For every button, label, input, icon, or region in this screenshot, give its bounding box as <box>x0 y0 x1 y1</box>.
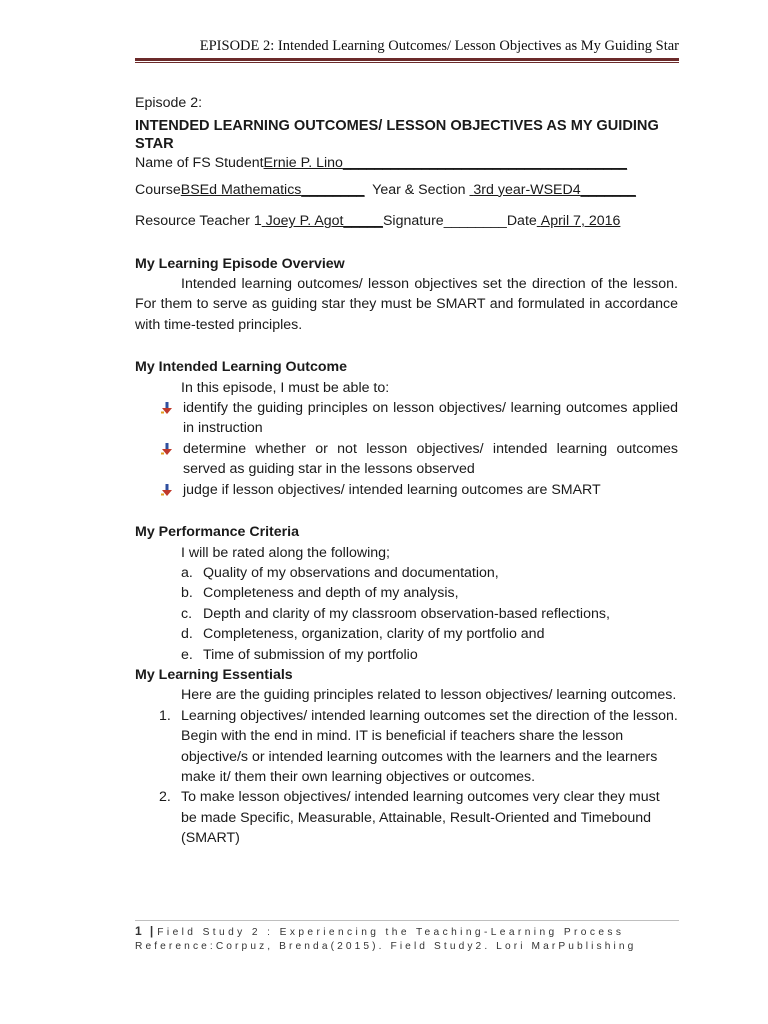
footer-rule <box>135 920 679 921</box>
section-label: Year & Section <box>372 181 470 198</box>
teacher-text: Joey P. Agot <box>265 213 344 230</box>
section-value <box>469 182 635 198</box>
outcome-item-2: determine whether or not lesson objectives/ intended learning outcomes served as guiding star in the lessons observed <box>183 440 678 478</box>
running-header: EPISODE 2: Intended Learning Outcomes/ Lesson Objectives as My Guiding Star <box>199 38 679 54</box>
date-text: April 7, 2016 <box>540 213 621 230</box>
criteria-marker: e. <box>181 646 193 663</box>
list-item <box>183 439 678 480</box>
student-name-blank: ____________________________________ <box>342 155 628 172</box>
student-name-value <box>264 155 627 171</box>
course-blank: ________ <box>301 181 365 198</box>
arrow-bullet-icon <box>161 402 173 414</box>
student-name-text: Ernie P. Lino <box>263 155 343 172</box>
signature-blank: ________ <box>443 213 507 230</box>
criteria-list <box>135 563 678 665</box>
date-label: Date <box>506 213 537 230</box>
signature-label: Signature <box>382 213 444 230</box>
section-text: 3rd year-WSED4 <box>473 181 581 198</box>
criteria-text: Time of submission of my portfolio <box>203 646 418 663</box>
list-item <box>181 583 678 603</box>
list-item <box>181 563 678 583</box>
list-item <box>181 645 678 665</box>
criteria-text: Completeness, organization, clarity of my portfolio and <box>203 626 545 643</box>
overview-text: Intended learning outcomes/ lesson objectives set the direction of the lesson. For them to serve as guiding star they must be SMART and formulated in accordance with time-tested principles. <box>135 276 678 333</box>
teacher-line <box>135 211 678 231</box>
footer-course-text: Field Study 2 : Experiencing the Teaching-Learning Process <box>157 927 625 938</box>
essentials-text: To make lesson objectives/ intended learning outcomes very clear they must be made Specific, Measurable, Attainable, Result-Oriented and Timebound (SMART) <box>181 789 660 847</box>
course-line <box>135 180 678 200</box>
header-rule-thick <box>135 58 679 61</box>
teacher-blank: _____ <box>343 213 383 230</box>
essentials-text: Learning objectives/ intended learning outcomes set the direction of the lesson. Begin with the end in mind. IT is beneficial if teachers share the lesson objective/s or intended learning outcomes with the learners and the learners make it/ them their own learning objectives or outcomes. <box>181 707 678 785</box>
list-item <box>183 480 678 500</box>
criteria-heading: My Performance Criteria <box>135 524 300 541</box>
criteria-marker: a. <box>181 564 193 581</box>
student-name-line <box>135 153 678 173</box>
overview-heading: My Learning Episode Overview <box>135 255 345 272</box>
document-body <box>135 93 678 849</box>
outcome-item-1: identify the guiding principles on lesson objectives/ learning outcomes applied in instruction <box>183 400 678 437</box>
essentials-intro-wrap <box>135 685 678 705</box>
teacher-label: Resource Teacher 1 <box>135 213 262 230</box>
criteria-text: Quality of my observations and documentation, <box>203 564 499 581</box>
teacher-value <box>262 213 383 229</box>
criteria-text: Depth and clarity of my classroom observation-based reflections, <box>203 605 610 622</box>
criteria-marker: b. <box>181 585 193 602</box>
outcome-list <box>135 398 678 500</box>
list-item <box>183 398 678 439</box>
footer-course-line <box>135 924 695 938</box>
page-number: 1 <box>135 924 142 938</box>
student-name-label: Name of FS Student <box>135 155 264 172</box>
document-title: INTENDED LEARNING OUTCOMES/ LESSON OBJECTIVES AS MY GUIDING STAR <box>135 118 659 153</box>
list-item <box>181 624 678 644</box>
essentials-marker: 2. <box>159 789 171 806</box>
outcome-heading: My Intended Learning Outcome <box>135 359 348 376</box>
footer-reference: Reference:Corpuz, Brenda(2015). Field Study2. Lori MarPublishing <box>135 941 637 952</box>
essentials-marker: 1. <box>159 707 171 724</box>
header-rule-thin <box>135 62 679 63</box>
date-value <box>537 213 621 229</box>
criteria-intro: I will be rated along the following; <box>181 544 390 561</box>
criteria-text: Completeness and depth of my analysis, <box>203 585 459 602</box>
arrow-bullet-icon <box>161 484 173 496</box>
criteria-marker: c. <box>181 605 193 622</box>
episode-label: Episode 2: <box>135 95 203 111</box>
course-value <box>181 182 365 198</box>
essentials-heading: My Learning Essentials <box>135 666 293 683</box>
arrow-bullet-icon <box>161 443 173 455</box>
outcome-intro: In this episode, I must be able to: <box>181 379 390 396</box>
outcome-item-3: judge if lesson objectives/ intended learning outcomes are SMART <box>183 481 601 498</box>
section-blank: _______ <box>580 181 636 198</box>
list-item <box>159 787 678 848</box>
essentials-intro: Here are the guiding principles related to lesson objectives/ learning outcomes. <box>181 687 677 704</box>
criteria-marker: d. <box>181 626 193 643</box>
course-label: Course <box>135 181 181 198</box>
essentials-list <box>135 706 678 849</box>
list-item <box>181 604 678 624</box>
course-text: BSEd Mathematics <box>180 181 302 198</box>
footer-separator: | <box>149 924 154 938</box>
list-item <box>159 706 678 788</box>
